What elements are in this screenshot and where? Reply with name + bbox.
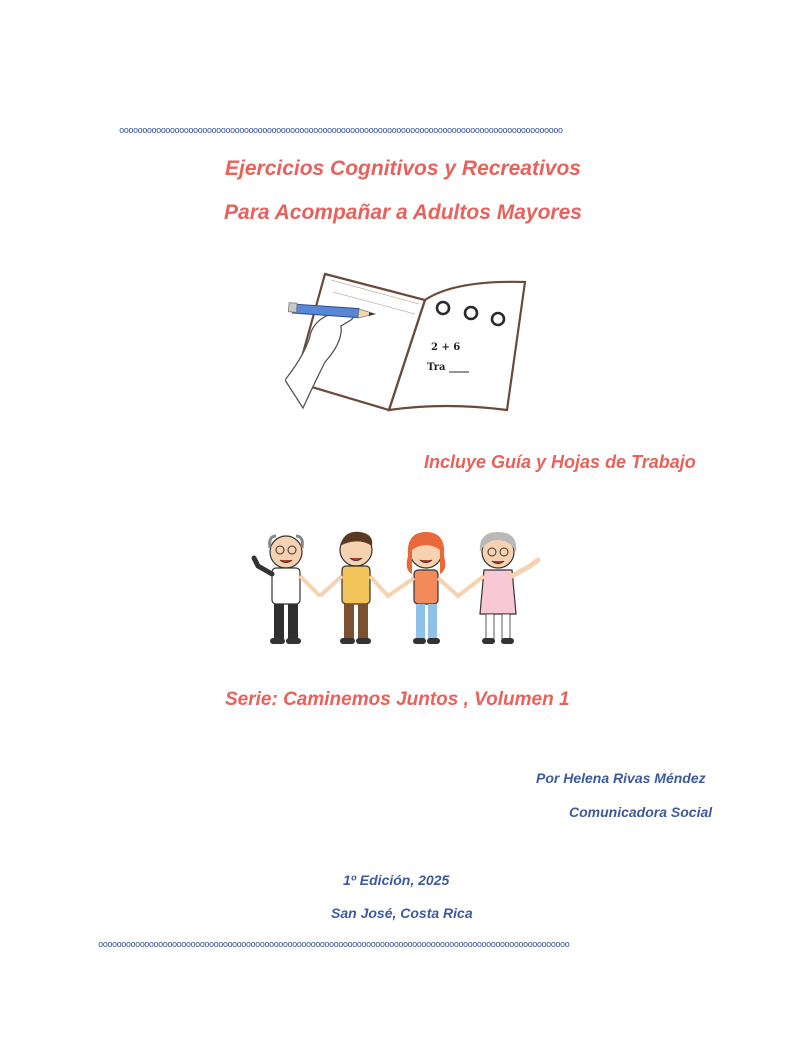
notebook-equation: 2 + 6 [431, 342, 461, 353]
edition-text: 1º Edición, 2025 [343, 872, 450, 888]
notebook-illustration [285, 262, 535, 417]
people-illustration [248, 530, 548, 650]
author-name: Por Helena Rivas Méndez [536, 770, 706, 786]
author-role: Comunicadora Social [569, 804, 713, 820]
edition-place: San José, Costa Rica [331, 905, 473, 921]
notebook-word: Tra ____ [427, 362, 469, 373]
grandma-figure [480, 532, 538, 640]
man-figure [340, 532, 372, 640]
series-text: Serie: Caminemos Juntos , Volumen 1 [225, 689, 570, 710]
title-line-1: Ejercicios Cognitivos y Recreativos [225, 157, 581, 180]
includes-guide-text: Incluye Guía y Hojas de Trabajo [424, 452, 696, 472]
bottom-decorative-border: oooooooooooooooooooooooooooooooooooooooooooooooooooooooooooooooooooooooooooooooooooooooooooooooooooooo [98, 940, 570, 950]
grandpa-figure [254, 536, 320, 640]
woman-figure [407, 532, 446, 640]
top-decorative-border: oooooooooooooooooooooooooooooooooooooooooooooooooooooooooooooooooooooooooooooooooooooooooooooooo [119, 126, 563, 136]
title-line-2: Para Acompañar a Adultos Mayores [224, 201, 582, 224]
